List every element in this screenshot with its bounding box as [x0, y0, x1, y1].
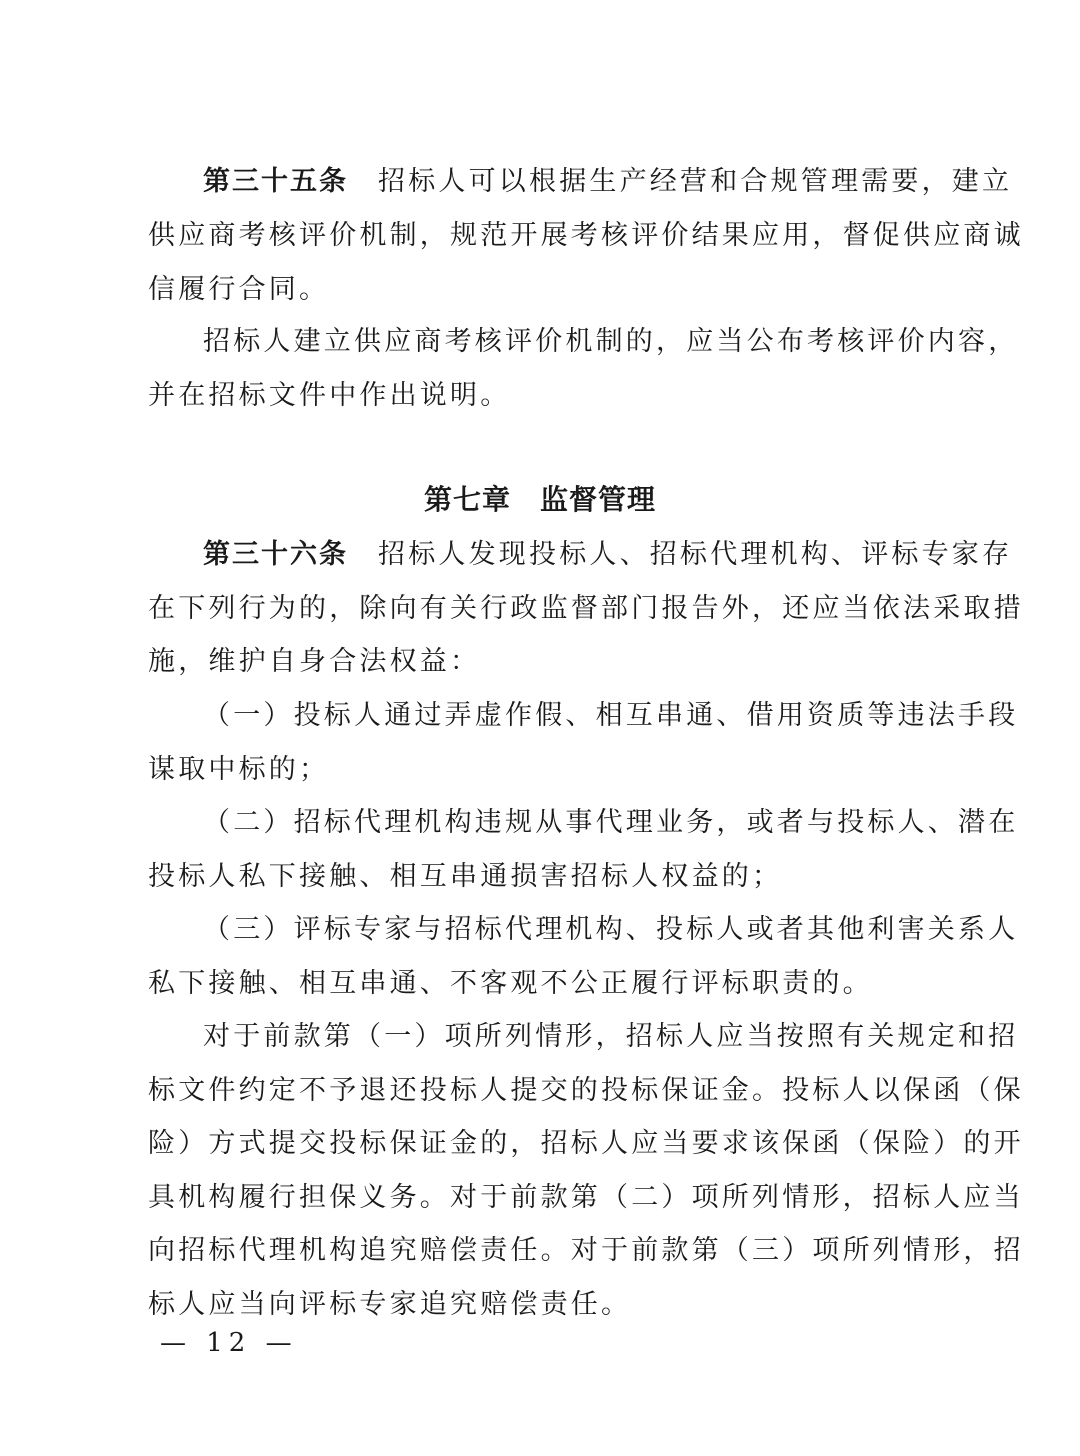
article-35-para-2-line-2: 并在招标文件中作出说明。: [148, 380, 511, 411]
article-35-line-2: 供应商考核评价机制，规范开展考核评价结果应用，督促供应商诚: [148, 220, 1024, 251]
article-36-para-2-line-2: 标文件约定不予退还投标人提交的投标保证金。投标人以保函（保: [148, 1075, 1024, 1106]
article-36-para-2-line-5: 向招标代理机构追究赔偿责任。对于前款第（三）项所列情形，招: [148, 1235, 1024, 1266]
article-35-text: 招标人可以根据生产经营和合规管理需要，建立: [378, 166, 1013, 197]
article-35-line-3: 信履行合同。: [148, 274, 330, 305]
item-2-line-1: （二）招标代理机构违规从事代理业务，或者与投标人、潜在: [203, 807, 1019, 838]
article-36-line-1: [203, 535, 1013, 575]
article-36-line-3: 施，维护自身合法权益：: [148, 646, 481, 677]
item-2-line-2: 投标人私下接触、相互串通损害招标人权益的；: [148, 861, 783, 892]
article-35-para-2-line-1: 招标人建立供应商考核评价机制的，应当公布考核评价内容，: [203, 326, 1019, 357]
article-36-line-2: 在下列行为的，除向有关行政监督部门报告外，还应当依法采取措: [148, 593, 1024, 624]
item-1-line-2: 谋取中标的；: [148, 754, 330, 785]
article-36-para-2-line-4: 具机构履行担保义务。对于前款第（二）项所列情形，招标人应当: [148, 1182, 1024, 1213]
article-36-label: 第三十六条: [203, 539, 348, 570]
page-number: — 12 —: [160, 1328, 298, 1358]
article-36-text: 招标人发现投标人、招标代理机构、评标专家存: [378, 539, 1013, 570]
article-36-para-2-line-3: 险）方式提交投标保证金的，招标人应当要求该保函（保险）的开: [148, 1128, 1024, 1159]
article-36-para-2-line-6: 标人应当向评标专家追究赔偿责任。: [148, 1289, 632, 1320]
article-35-label: 第三十五条: [203, 166, 348, 197]
item-3-line-2: 私下接触、相互串通、不客观不公正履行评标职责的。: [148, 968, 873, 999]
article-36-para-2-line-1: 对于前款第（一）项所列情形，招标人应当按照有关规定和招: [203, 1021, 1019, 1052]
item-3-line-1: （三）评标专家与招标代理机构、投标人或者其他利害关系人: [203, 914, 1019, 945]
item-1-line-1: （一）投标人通过弄虚作假、相互串通、借用资质等违法手段: [203, 700, 1019, 731]
article-35-line-1: [203, 162, 1013, 202]
chapter-heading: 第七章 监督管理: [423, 483, 656, 516]
